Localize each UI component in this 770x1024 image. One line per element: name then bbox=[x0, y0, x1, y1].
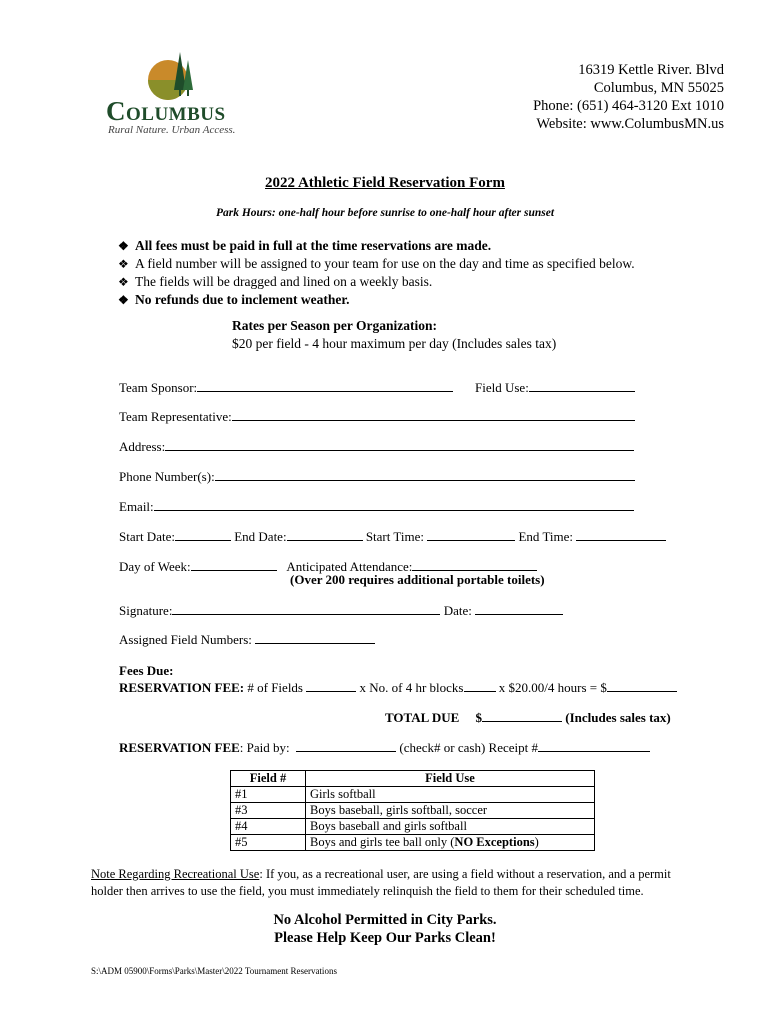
field-use-row bbox=[475, 378, 635, 396]
start-date-field[interactable] bbox=[175, 527, 231, 541]
email-field[interactable] bbox=[154, 497, 634, 511]
field-use-cell: Boys baseball and girls softball bbox=[306, 819, 595, 835]
logo-wordmark: Columbus bbox=[106, 96, 226, 126]
sun-tree-icon bbox=[104, 50, 244, 100]
start-date-label: Start Date: bbox=[119, 529, 175, 544]
num-fields-label: # of Fields bbox=[247, 680, 303, 695]
rates-detail: $20 per field - 4 hour maximum per day (Includes sales tax) bbox=[232, 336, 557, 351]
diamond-bullet-icon: ❖ bbox=[118, 257, 129, 271]
total-due-field[interactable] bbox=[482, 708, 562, 722]
field-number-cell: #4 bbox=[231, 819, 306, 835]
field-number-cell: #3 bbox=[231, 803, 306, 819]
form-title: 2022 Athletic Field Reservation Form bbox=[265, 175, 505, 191]
assigned-fields-field[interactable] bbox=[255, 630, 375, 644]
end-time-field[interactable] bbox=[576, 527, 666, 541]
table-row bbox=[231, 803, 595, 819]
date-label: Date: bbox=[443, 603, 472, 618]
website: Website: www.ColumbusMN.us bbox=[536, 116, 724, 132]
paid-label: RESERVATION FEE bbox=[119, 740, 240, 755]
day-of-week-field[interactable] bbox=[191, 557, 277, 571]
rate-label: x $20.00/4 hours = $ bbox=[498, 680, 607, 695]
closing-message bbox=[0, 911, 770, 947]
total-due-label: TOTAL DUE bbox=[385, 710, 460, 725]
file-path-footer: S:\ADM 05900\Forms\Parks\Master\2022 Tournament Reservations bbox=[91, 966, 337, 976]
fee-amount-field[interactable] bbox=[607, 678, 677, 692]
team-sponsor-label: Team Sponsor: bbox=[119, 380, 198, 395]
note-label: Note Regarding Recreational Use bbox=[91, 867, 260, 881]
signature-field[interactable] bbox=[172, 601, 440, 615]
note-text: : If you, as a recreational user, are using a field without a reservation, and a permit holder then arrives to use the field, you must immediately relinquish the field to them for their scheduled time. bbox=[91, 867, 671, 898]
address-label: Address: bbox=[119, 439, 166, 454]
phone-number: Phone: (651) 464-3120 Ext 1010 bbox=[533, 98, 724, 114]
email-row bbox=[119, 497, 634, 515]
blocks-label: x No. of 4 hr blocks bbox=[359, 680, 464, 695]
team-sponsor-row bbox=[119, 378, 453, 396]
reservation-fee-row bbox=[119, 678, 677, 696]
payment-row bbox=[119, 738, 650, 756]
signature-label: Signature: bbox=[119, 603, 173, 618]
rates-heading: Rates per Season per Organization: bbox=[232, 318, 437, 333]
paid-by-label: : Paid by: bbox=[239, 740, 290, 755]
diamond-bullet-icon: ❖ bbox=[118, 239, 129, 253]
field-assignment-table bbox=[230, 770, 595, 851]
field-number-cell: #1 bbox=[231, 787, 306, 803]
assigned-fields-row bbox=[119, 630, 375, 648]
table-header-field-use: Field Use bbox=[306, 771, 595, 787]
team-rep-row bbox=[119, 407, 635, 425]
no-alcohol-text: No Alcohol Permitted in City Parks. bbox=[273, 912, 497, 928]
team-rep-label: Team Representative: bbox=[119, 409, 232, 424]
address-field[interactable] bbox=[165, 437, 634, 451]
field-use-cell: Boys and girls tee ball only (NO Exceptions) bbox=[306, 835, 595, 851]
blocks-field[interactable] bbox=[464, 678, 496, 692]
phone-row bbox=[119, 467, 635, 485]
signature-row bbox=[119, 601, 563, 619]
end-date-field[interactable] bbox=[287, 527, 363, 541]
rule-item: ❖ No refunds due to inclement weather. bbox=[118, 292, 350, 307]
field-number-cell: #5 bbox=[231, 835, 306, 851]
park-hours: Park Hours: one-half hour before sunrise to one-half hour after sunset bbox=[215, 207, 555, 219]
num-fields-field[interactable] bbox=[306, 678, 356, 692]
rule-item: ❖ The fields will be dragged and lined on a weekly basis. bbox=[118, 274, 433, 289]
assigned-fields-label: Assigned Field Numbers: bbox=[119, 632, 252, 647]
fees-heading: Fees Due: bbox=[119, 663, 174, 678]
total-due-suffix: (Includes sales tax) bbox=[565, 710, 671, 725]
phone-label: Phone Number(s): bbox=[119, 469, 215, 484]
logo-tagline: Rural Nature. Urban Access. bbox=[108, 124, 236, 136]
keep-clean-text: Please Help Keep Our Parks Clean! bbox=[274, 930, 496, 946]
field-use-label: Field Use: bbox=[475, 380, 529, 395]
end-date-label: End Date: bbox=[234, 529, 287, 544]
rates-section bbox=[232, 317, 556, 353]
paid-by-field[interactable] bbox=[296, 738, 396, 752]
start-time-label: Start Time: bbox=[365, 529, 424, 544]
email-label: Email: bbox=[119, 499, 154, 514]
rules-list bbox=[118, 237, 635, 309]
diamond-bullet-icon: ❖ bbox=[118, 275, 129, 289]
start-time-field[interactable] bbox=[427, 527, 515, 541]
field-use-cell: Girls softball bbox=[306, 787, 595, 803]
attendance-note: (Over 200 requires additional portable toilets) bbox=[290, 572, 545, 587]
date-field[interactable] bbox=[475, 601, 563, 615]
table-header-field-num: Field # bbox=[231, 771, 306, 787]
table-row bbox=[231, 835, 595, 851]
phone-field[interactable] bbox=[215, 467, 635, 481]
table-row bbox=[231, 819, 595, 835]
receipt-field[interactable] bbox=[538, 738, 650, 752]
dates-times-row bbox=[119, 527, 666, 545]
reservation-fee-label: RESERVATION FEE: bbox=[119, 680, 245, 695]
rule-item: ❖ A field number will be assigned to your team for use on the day and time as specified below. bbox=[118, 256, 635, 271]
receipt-label: (check# or cash) Receipt # bbox=[399, 740, 538, 755]
total-due-row: TOTAL DUE $ (Includes sales tax) bbox=[385, 710, 671, 725]
no-exceptions-text: NO Exceptions bbox=[454, 835, 535, 849]
address-block bbox=[533, 61, 724, 133]
end-time-label: End Time: bbox=[518, 529, 574, 544]
field-use-cell: Boys baseball, girls softball, soccer bbox=[306, 803, 595, 819]
table-row bbox=[231, 787, 595, 803]
attendance-label: Anticipated Attendance: bbox=[286, 559, 413, 574]
city-state-zip: Columbus, MN 55025 bbox=[593, 80, 724, 96]
city-logo bbox=[104, 50, 244, 140]
table-header-row bbox=[231, 771, 595, 787]
address-row bbox=[119, 437, 634, 455]
field-use-field[interactable] bbox=[529, 378, 635, 392]
team-rep-field[interactable] bbox=[232, 407, 635, 421]
diamond-bullet-icon: ❖ bbox=[118, 293, 129, 307]
street-address: 16319 Kettle River. Blvd bbox=[578, 62, 724, 78]
attendance-field[interactable] bbox=[412, 557, 537, 571]
team-sponsor-field[interactable] bbox=[197, 378, 453, 392]
recreational-use-note bbox=[91, 866, 691, 900]
rule-item: ❖ All fees must be paid in full at the time reservations are made. bbox=[118, 238, 492, 253]
day-of-week-label: Day of Week: bbox=[119, 559, 191, 574]
